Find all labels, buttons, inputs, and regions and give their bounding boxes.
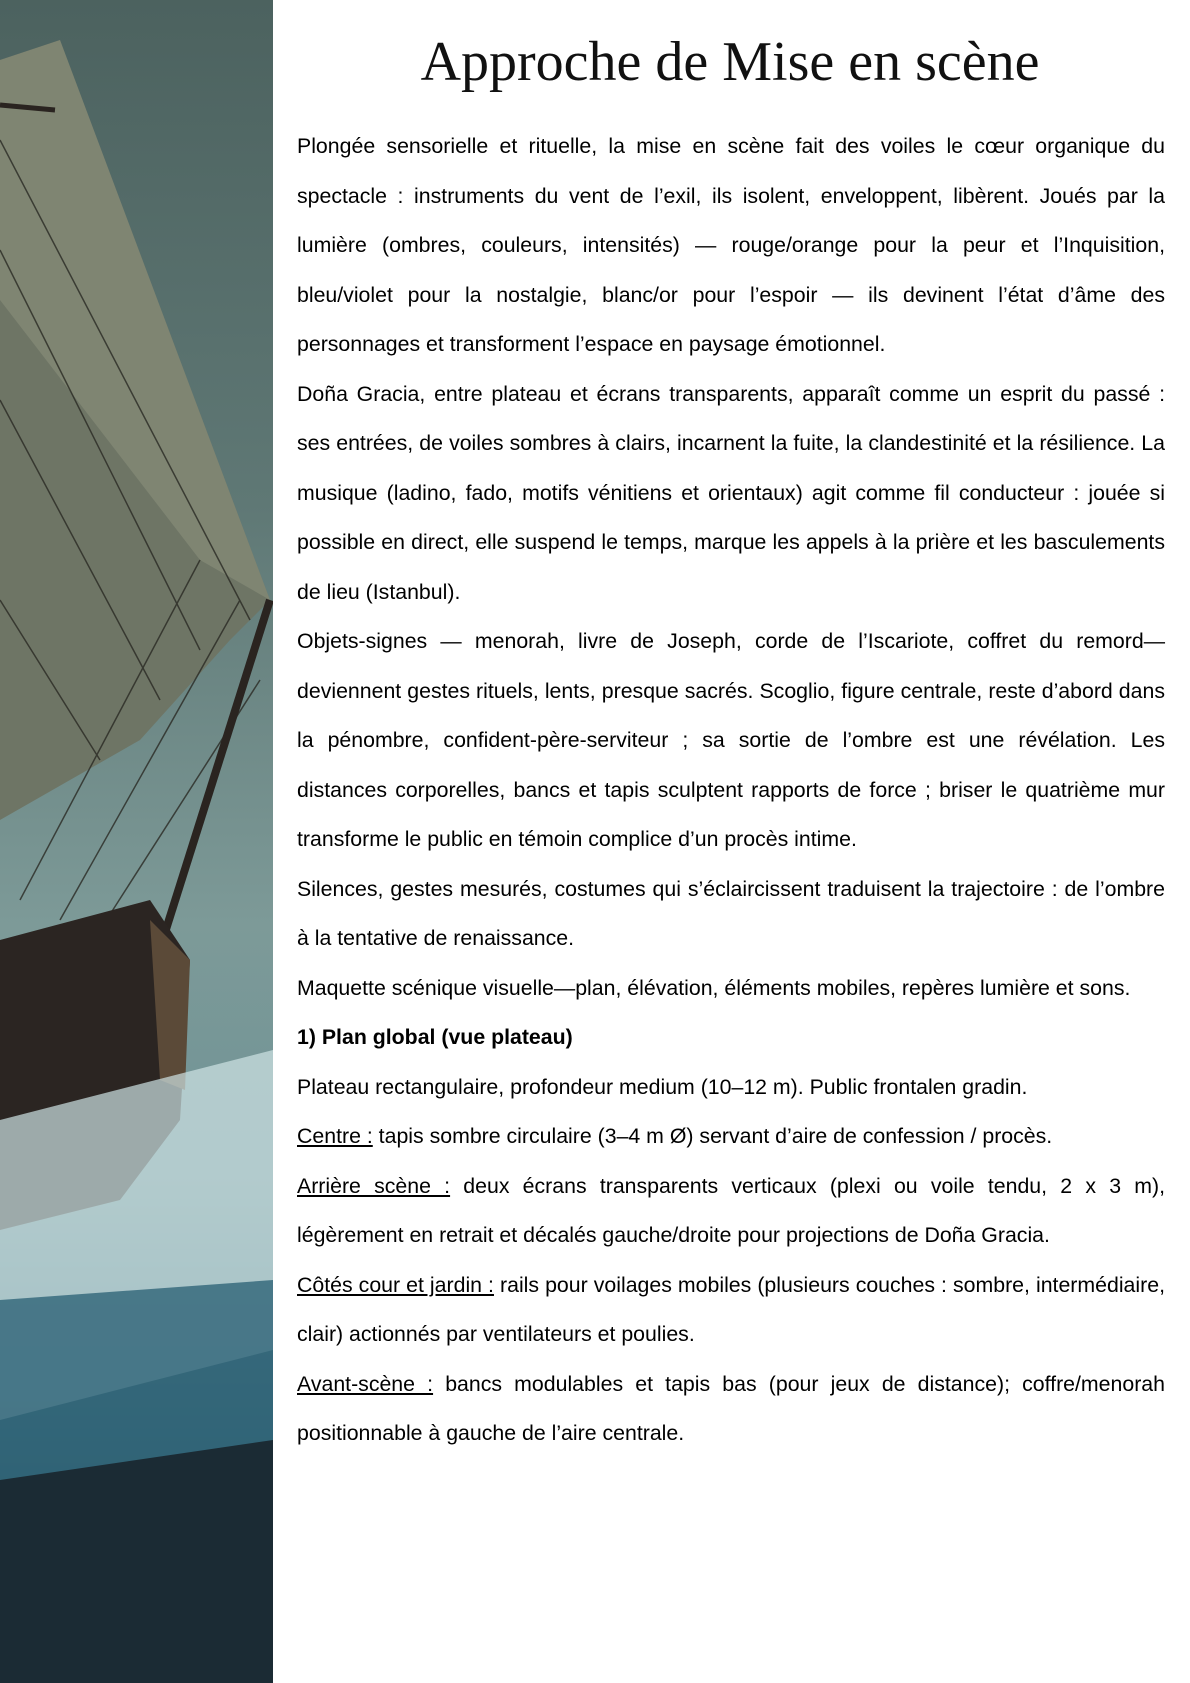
paragraph: Silences, gestes mesurés, costumes qui s’éclaircissent traduisent la trajectoire : de l’ombre à la tentative de renaissance. bbox=[297, 876, 1165, 950]
paragraph: Objets-signes — menorah, livre de Joseph, corde de l’Iscariote, coffret du remord— deviennent gestes rituels, lents, presque sacrés. Scoglio, figure centrale, reste d’abord dans la pénombre, confident-père-serviteur ; sa sortie de l’ombre est une révélation. Les distances corporelles, bancs et tapis sculptent rapports de force ; briser le quatrième mur transforme le public en témoin complice d’un procès intime. bbox=[297, 629, 1165, 851]
paragraph: Doña Gracia, entre plateau et écrans transparents, apparaît comme un esprit du passé : ses entrées, de voiles sombres à clairs, incarnent la fuite, la clandestinité et la résilience. La musique (ladino, fado, motifs vénitiens et orientaux) agit comme fil conducteur : jouée si possible en direct, elle suspend le temps, marque les appels à la prière et les basculements de lieu (Istanbul). bbox=[297, 381, 1165, 604]
plan-item-centre bbox=[297, 1112, 1165, 1162]
section-heading: 1) Plan global (vue plateau) bbox=[297, 1025, 573, 1049]
plan-item-label: Arrière scène : bbox=[297, 1173, 451, 1198]
plan-item-text: rails pour voilages mobiles (plusieurs couches : sombre, intermédiaire, clair) actionnés par ventilateurs et poulies. bbox=[297, 1272, 1165, 1346]
plan-item-text: tapis sombre circulaire (3–4 m Ø) servant d’aire de confession / procès. bbox=[372, 1124, 1053, 1148]
document-body bbox=[297, 122, 1165, 1459]
plan-item-arriere-scene bbox=[297, 1162, 1165, 1261]
paragraph: Plongée sensorielle et rituelle, la mise en scène fait des voiles le cœur organique du spectacle : instruments du vent de l’exil, ils isolent, enveloppent, libèrent. Joués par la lumière (ombres, couleurs, intensités) — rouge/orange pour la peur et l’Inquisition, bleu/violet pour la nostalgie, blanc/or pour l’espoir — ils devinent l’état d’âme des personnages et transforment l’espace en paysage émotionnel. bbox=[297, 134, 1165, 356]
page-title: Approche de Mise en scène bbox=[420, 31, 1040, 93]
plan-item-text: deux écrans transparents verticaux (plexi ou voile tendu, 2 x 3 m), légèrement en retrait et décalés gauche/droite pour projections de Doña Gracia. bbox=[297, 1173, 1165, 1247]
plan-item-label: Centre : bbox=[297, 1124, 373, 1148]
sailing-ship-storm-illustration bbox=[0, 0, 273, 1683]
plan-item-text: bancs modulables et tapis bas (pour jeux de distance); coffre/menorah positionnable à gauche de l’aire centrale. bbox=[297, 1371, 1165, 1445]
paragraph: Maquette scénique visuelle—plan, élévation, éléments mobiles, repères lumière et sons. bbox=[297, 975, 1131, 1000]
plan-item-label: Avant-scène : bbox=[297, 1371, 434, 1396]
plan-item-cotes bbox=[297, 1261, 1165, 1360]
plan-item-avant-scene bbox=[297, 1360, 1165, 1459]
plan-item-label: Côtés cour et jardin : bbox=[297, 1272, 494, 1297]
plan-intro: Plateau rectangulaire, profondeur medium (10–12 m). Public frontalen gradin. bbox=[297, 1074, 1028, 1099]
